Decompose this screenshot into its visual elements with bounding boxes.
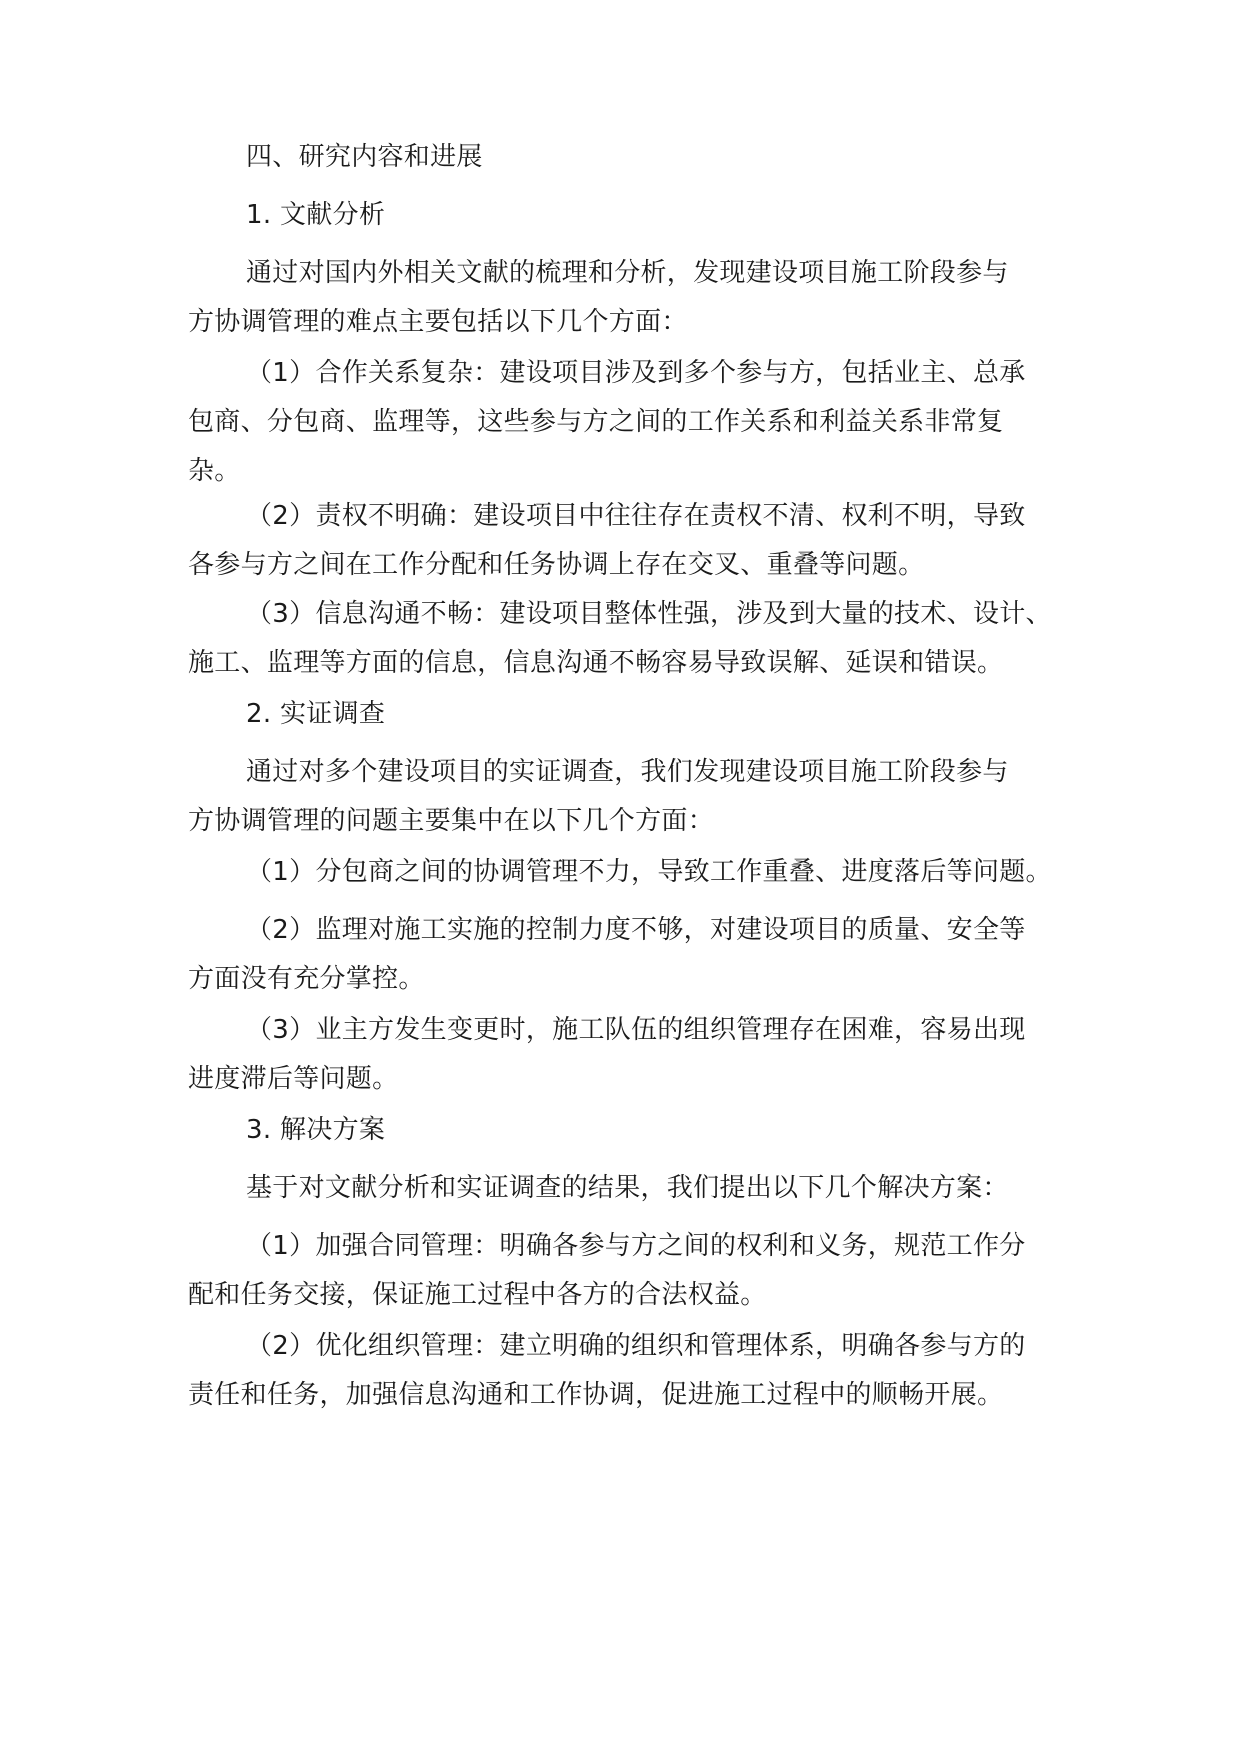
paragraph-literature-item-1: （1）合作关系复杂：建设项目涉及到多个参与方，包括业主、总承 包商、分包商、监理等，这些参与方之间的工作关系和利益关系非常复 杂。: [188, 358, 1026, 486]
paragraph-literature-intro: 通过对国内外相关文献的梳理和分析，发现建设项目施工阶段参与 方协调管理的难点主要包括以下几个方面：: [188, 258, 1009, 337]
subsection-heading-survey: 2. 实证调查: [246, 699, 386, 729]
paragraph-survey-item-2: （2）监理对施工实施的控制力度不够，对建设项目的质量、安全等 方面没有充分掌控。: [188, 915, 1026, 994]
subsection-heading-solutions: 3. 解决方案: [246, 1115, 386, 1145]
paragraph-solutions-item-2: （2）优化组织管理：建立明确的组织和管理体系，明确各参与方的 责任和任务，加强信息沟通和工作协调，促进施工过程中的顺畅开展。: [188, 1331, 1026, 1410]
paragraph-solutions-item-1: （1）加强合同管理：明确各参与方之间的权利和义务，规范工作分 配和任务交接，保证施工过程中各方的合法权益。: [188, 1231, 1026, 1310]
paragraph-solutions-intro: 基于对文献分析和实证调查的结果，我们提出以下几个解决方案：: [246, 1173, 1009, 1203]
section-heading: 四、研究内容和进展: [246, 142, 483, 172]
paragraph-survey-intro: 通过对多个建设项目的实证调查，我们发现建设项目施工阶段参与 方协调管理的问题主要集中在以下几个方面：: [188, 757, 1009, 836]
paragraph-survey-item-3: （3）业主方发生变更时，施工队伍的组织管理存在困难，容易出现 进度滞后等问题。: [188, 1015, 1026, 1094]
paragraph-literature-item-3: （3）信息沟通不畅：建设项目整体性强，涉及到大量的技术、设计、 施工、监理等方面的信息，信息沟通不畅容易导致误解、延误和错误。: [188, 599, 1052, 678]
paragraph-survey-item-1: （1）分包商之间的协调管理不力，导致工作重叠、进度落后等问题。: [246, 857, 1052, 887]
subsection-heading-literature: 1. 文献分析: [246, 200, 386, 230]
paragraph-literature-item-2: （2）责权不明确：建设项目中往往存在责权不清、权利不明，导致 各参与方之间在工作分配和任务协调上存在交叉、重叠等问题。: [188, 501, 1026, 580]
